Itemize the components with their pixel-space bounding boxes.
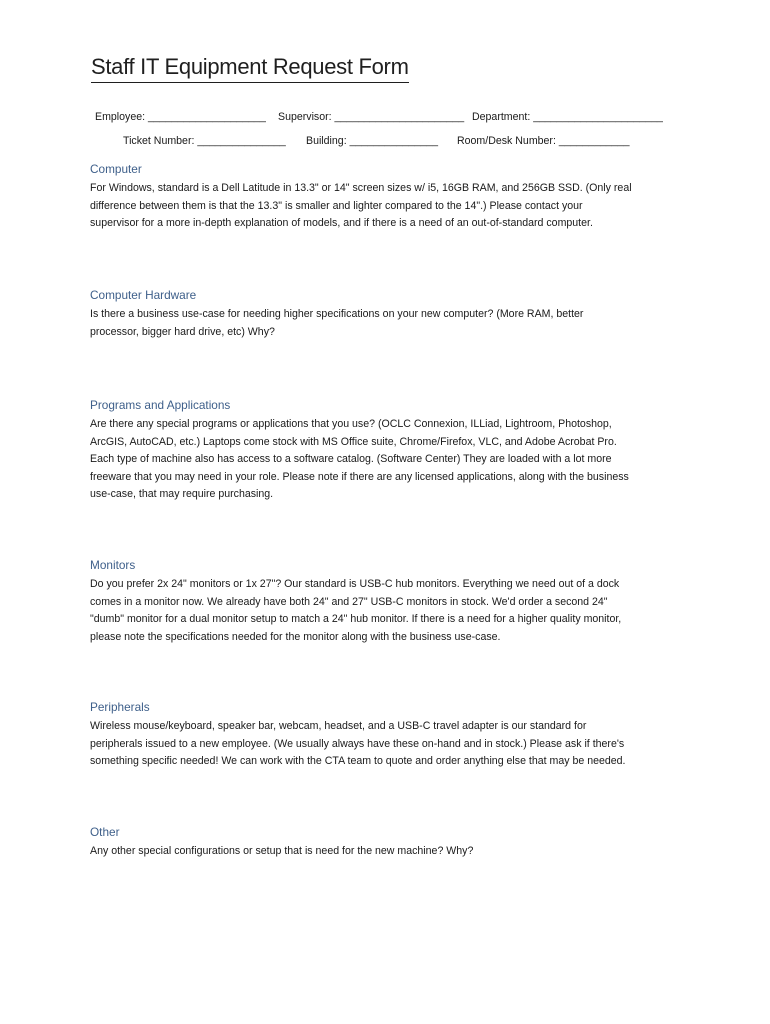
section-line: Any other special configurations or setup that is need for the new machine? Why? bbox=[90, 845, 474, 857]
section-heading: Computer bbox=[90, 162, 142, 176]
section-other bbox=[90, 824, 690, 861]
section-body bbox=[90, 576, 690, 646]
section-line: Is there a business use-case for needing higher specifications on your new computer? (More RAM, better bbox=[90, 308, 584, 320]
form-title: Staff IT Equipment Request Form bbox=[91, 54, 409, 83]
section-line: supervisor for a more in-depth explanation of models, and if there is a need of an out-of-standard computer. bbox=[90, 217, 593, 230]
section-body bbox=[90, 843, 690, 861]
section-body bbox=[90, 416, 690, 504]
section-line: Are there any special programs or applications that you use? (OCLC Connexion, ILLiad, Lightroom, Photoshop, bbox=[90, 418, 612, 430]
room-desk-number-field: Room/Desk Number: ____________ bbox=[457, 135, 630, 147]
section-heading: Monitors bbox=[90, 558, 136, 572]
section-line: Wireless mouse/keyboard, speaker bar, webcam, headset, and a USB-C travel adapter is our standard for bbox=[90, 720, 587, 732]
section-line: processor, bigger hard drive, etc) Why? bbox=[90, 325, 275, 338]
section-line: comes in a monitor now. We already have both 24" and 27" USB-C monitors in stock. We'd order a second 24" bbox=[90, 595, 608, 608]
section-line: Do you prefer 2x 24" monitors or 1x 27"? Our standard is USB-C hub monitors. Everything we need out of a dock bbox=[90, 578, 620, 590]
section-line: please note the specifications needed for the monitor along with the business use-case. bbox=[90, 630, 501, 643]
section-computer bbox=[90, 161, 690, 233]
section-computer-hardware bbox=[90, 287, 690, 341]
section-heading: Other bbox=[90, 825, 120, 839]
section-line: peripherals issued to a new employee. (We usually always have these on-hand and in stock.) Please ask if there's bbox=[90, 737, 625, 750]
section-body bbox=[90, 718, 690, 771]
employee-field: Employee: ____________________ bbox=[95, 111, 266, 123]
section-line: For Windows, standard is a Dell Latitude in 13.3" or 14" screen sizes w/ i5, 16GB RAM, and 256GB SSD. (Only real bbox=[90, 182, 632, 194]
department-field: Department: ______________________ bbox=[472, 111, 663, 123]
section-line: use-case, that may require purchasing. bbox=[90, 488, 274, 501]
section-body bbox=[90, 306, 690, 341]
section-body bbox=[90, 180, 690, 233]
section-heading: Computer Hardware bbox=[90, 288, 197, 302]
ticket-number-field: Ticket Number: _______________ bbox=[123, 135, 286, 147]
supervisor-field: Supervisor: ______________________ bbox=[278, 111, 465, 123]
section-heading: Programs and Applications bbox=[90, 398, 231, 412]
section-programs-applications bbox=[90, 397, 690, 504]
section-peripherals bbox=[90, 699, 690, 771]
section-line: something specific needed! We can work with the CTA team to quote and order anything else that may be needed. bbox=[90, 755, 626, 768]
section-heading: Peripherals bbox=[90, 700, 150, 714]
section-monitors bbox=[90, 557, 690, 646]
building-field: Building: _______________ bbox=[306, 135, 438, 147]
section-line: ArcGIS, AutoCAD, etc.) Laptops come stock with MS Office suite, Chrome/Firefox, VLC, and Adobe Acrobat Pro. bbox=[90, 435, 617, 448]
section-line: difference between them is that the 13.3" is smaller and lighter compared to the 14".) Please contact your bbox=[90, 199, 583, 212]
section-line: "dumb" monitor for a dual monitor setup to match a 24" hub monitor. If there is a need for a higher quality monitor, bbox=[90, 613, 622, 626]
section-line: Each type of machine also has access to a software catalog. (Software Center) They are loaded with a lot more bbox=[90, 453, 612, 466]
section-line: freeware that you may need in your role. Please note if there are any licensed applications, along with the business bbox=[90, 470, 629, 483]
